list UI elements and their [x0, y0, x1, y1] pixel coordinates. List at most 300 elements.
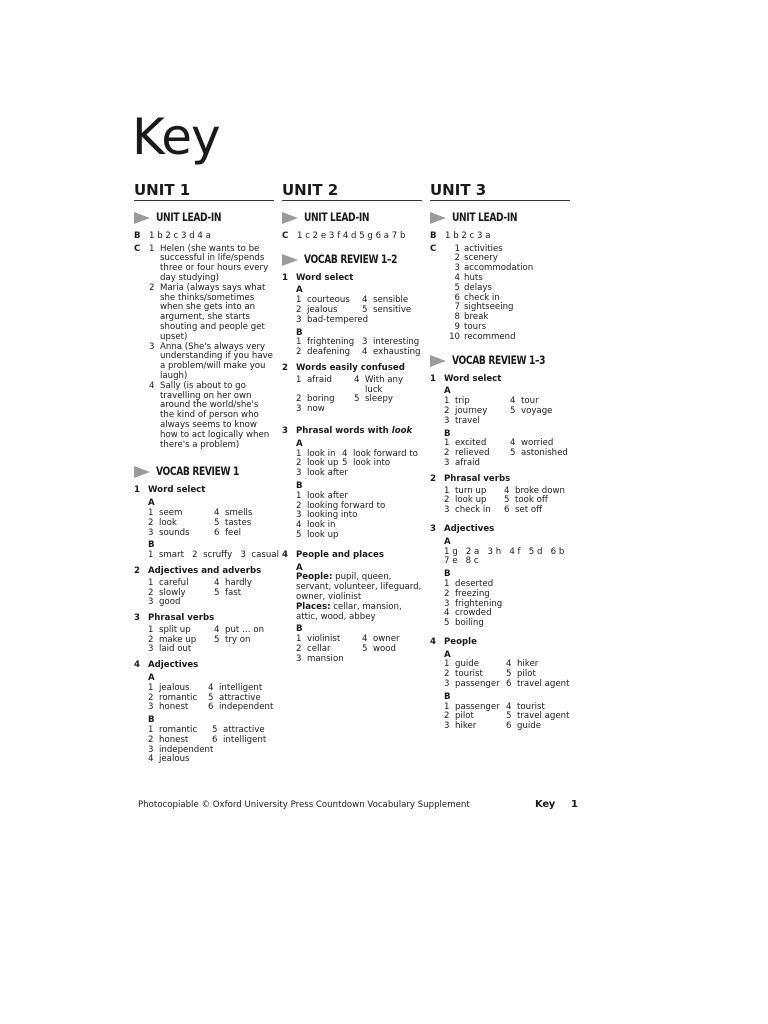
item-number: 2	[296, 304, 302, 315]
answer-row	[296, 405, 422, 415]
places-answer	[296, 603, 422, 623]
answer-list	[149, 245, 274, 451]
item-text: worried	[521, 438, 554, 449]
unit-1-heading: UNIT 1	[134, 186, 274, 201]
item-number: 3	[444, 457, 450, 468]
unit-2-heading: UNIT 2	[282, 186, 422, 201]
question-heading	[134, 661, 274, 671]
item-number: 1	[296, 634, 302, 645]
item-text: pilot	[517, 669, 536, 680]
item-number: 2	[148, 692, 154, 703]
answer-line: 1 g 2 a 3 h 4 f 5 d 6 b 7 e 8 c	[444, 546, 573, 567]
item-number: 5	[362, 304, 368, 315]
answer-row	[444, 680, 570, 690]
answer-row	[444, 459, 570, 469]
item-text: tourist	[455, 669, 483, 680]
item-number: 2	[296, 394, 302, 405]
item-number: 3	[149, 341, 155, 352]
item-number: 1	[444, 438, 450, 449]
item-number: 1	[444, 701, 450, 712]
item-text: look up	[307, 529, 339, 540]
item-text: mansion	[307, 653, 344, 664]
exercise-letter: C	[430, 243, 437, 254]
item-number: 3	[148, 527, 154, 538]
item-number: 5	[454, 282, 460, 293]
item-text: With any luck	[365, 374, 404, 395]
section-title: UNIT LEAD-IN	[304, 209, 370, 224]
item-number: 1	[454, 243, 460, 254]
item-number: 2	[444, 448, 450, 459]
item-number: 2	[148, 734, 154, 745]
item-text: travel agent	[517, 711, 570, 722]
item-number: 1	[296, 448, 302, 459]
item-number: 2	[444, 588, 450, 599]
item-text: attractive	[219, 692, 261, 703]
item-text: deafening	[307, 347, 351, 358]
item-text: cellar	[307, 643, 331, 654]
question-title: Word select	[296, 272, 354, 283]
item-number: 4	[504, 485, 510, 496]
item-text: bad-tempered	[307, 314, 369, 325]
item-number: 1	[444, 578, 450, 589]
answer-row	[148, 755, 274, 765]
triangle-arrow-icon	[430, 212, 446, 224]
item-text: jealous	[159, 682, 190, 693]
answer-c	[430, 245, 570, 343]
item-number: 5	[214, 634, 220, 645]
item-number: 3	[296, 510, 302, 521]
item-number: 3	[444, 598, 450, 609]
part-label: B	[444, 569, 451, 580]
category-label: Places:	[296, 601, 331, 612]
item-text: break	[464, 312, 489, 323]
item-text: passenger	[455, 701, 500, 712]
answer-row	[444, 506, 570, 516]
part-label: B	[444, 691, 451, 702]
item-number: 2	[444, 405, 450, 416]
item-text: good	[159, 597, 181, 608]
item-text: Helen (she wants to be successful in life/spends three or four hours every day studying)	[160, 243, 269, 283]
list-item	[444, 619, 570, 629]
question-title: People	[444, 636, 477, 647]
section-title: UNIT LEAD-IN	[452, 209, 518, 224]
item-number: 4	[149, 380, 155, 391]
item-number: 2	[149, 282, 155, 293]
question-number: 3	[134, 613, 140, 624]
item-text: check in	[464, 292, 500, 303]
question-heading	[282, 551, 422, 561]
section-title: VOCAB REVIEW 1–2	[304, 251, 398, 266]
item-text: independent	[219, 702, 274, 713]
item-number: 1	[148, 577, 154, 588]
item-number: 7	[454, 302, 460, 313]
question-number: 2	[134, 565, 140, 576]
item-text: afraid	[455, 457, 480, 468]
item-number: 5	[208, 692, 214, 703]
item-text: jealous	[307, 304, 338, 315]
unit-3-leadin-header	[430, 209, 570, 224]
item-number: 1	[444, 659, 450, 670]
item-number: 4	[506, 701, 512, 712]
answer-text: 1 b 2 c 3 a	[445, 230, 491, 241]
answer-row	[296, 348, 422, 358]
item-text: hiker	[517, 659, 539, 670]
question-title: Words easily confused	[296, 362, 405, 373]
exercise-letter: B	[134, 230, 141, 241]
answer-row	[296, 376, 422, 396]
item-text: hiker	[455, 721, 477, 732]
item-text: violinist	[307, 634, 341, 645]
item-text: feel	[225, 527, 241, 538]
item-text: deserted	[455, 578, 494, 589]
item-text: took off	[515, 495, 548, 506]
item-text: huts	[464, 272, 483, 283]
item-text: laid out	[159, 644, 192, 655]
item-number: 4	[354, 374, 360, 385]
item-number: 1	[148, 624, 154, 635]
answer-c	[282, 232, 422, 242]
unit-2-vocab-header	[282, 251, 422, 266]
item-text: tour	[521, 396, 539, 407]
item-text: look forward to	[353, 448, 418, 459]
question-number: 2	[282, 362, 288, 373]
item-text: sightseeing	[464, 302, 514, 313]
item-number: 2	[296, 458, 302, 469]
item-number: 10	[449, 331, 460, 342]
item-number: 4	[362, 347, 368, 358]
page-title: Key	[132, 108, 220, 166]
item-text: look up	[307, 458, 339, 469]
answer-row	[148, 529, 274, 539]
item-text: recommend	[464, 331, 516, 342]
answer-row	[148, 645, 274, 655]
part-label: A	[296, 285, 303, 296]
triangle-arrow-icon	[282, 212, 298, 224]
item-text: relieved	[455, 448, 490, 459]
question-heading	[134, 486, 274, 496]
item-text: look after	[307, 468, 348, 479]
page-number: 1	[571, 799, 578, 810]
item-text: look in	[307, 520, 336, 531]
item-text: slowly	[159, 587, 186, 598]
answer-list	[445, 245, 570, 343]
item-text: scenery	[464, 253, 498, 264]
item-number: 1	[148, 682, 154, 693]
item-text: exhausting	[373, 347, 421, 358]
item-text: wood	[373, 643, 396, 654]
item-number: 6	[214, 527, 220, 538]
question-number: 1	[134, 485, 140, 496]
item-text: boiling	[455, 618, 484, 629]
item-number: 1	[444, 396, 450, 407]
item-text: seem	[159, 507, 183, 518]
question-answers	[296, 376, 422, 415]
answer-b	[430, 232, 570, 242]
question-title: Phrasal verbs	[148, 613, 215, 624]
item-text: Anna (She's always very understanding if you have a problem/will make you laugh)	[160, 341, 273, 381]
unit-1-leadin-header	[134, 209, 274, 224]
item-number: 3	[444, 415, 450, 426]
item-number: 4	[214, 624, 220, 635]
item-text: activities	[464, 243, 503, 254]
question-heading	[430, 525, 570, 535]
item-number: 5	[296, 529, 302, 540]
part-label: A	[444, 386, 451, 397]
question-title: People and places	[296, 549, 384, 560]
item-text: courteous	[307, 295, 350, 306]
item-number: 1	[296, 490, 302, 501]
list-item	[296, 531, 422, 541]
item-text: check in	[455, 505, 491, 516]
item-number: 3	[148, 702, 154, 713]
answer-text: 1 b 2 c 3 d 4 a	[149, 230, 211, 241]
item-text: careful	[159, 577, 189, 588]
question-number: 3	[282, 425, 288, 436]
item-number: 3	[362, 337, 368, 348]
item-number: 3	[148, 744, 154, 755]
item-number: 4	[148, 754, 154, 765]
question-heading	[282, 364, 422, 374]
item-text: guide	[455, 659, 480, 670]
question-answers	[148, 579, 274, 608]
item-text: Sally (is about to go travelling on her own around the world/she's the kind of person who always seems to know how to act logically when there's a problem)	[160, 380, 270, 450]
item-text: turn up	[455, 485, 487, 496]
unit-1-column	[134, 181, 279, 765]
question-title: Word select	[444, 373, 502, 384]
item-text: tourist	[517, 701, 545, 712]
copyright-text: Photocopiable © Oxford University Press Countdown Vocabulary Supplement	[138, 800, 470, 810]
item-number: 4	[506, 659, 512, 670]
item-text: sounds	[159, 527, 190, 538]
item-text: freezing	[455, 588, 490, 599]
item-text: sensible	[373, 295, 409, 306]
item-text: travel agent	[517, 679, 570, 690]
answer-c	[134, 245, 274, 451]
part-label: B	[296, 480, 303, 491]
item-number: 1	[444, 485, 450, 496]
item-number: 3	[444, 505, 450, 516]
item-number: 4	[214, 507, 220, 518]
item-number: 2	[296, 643, 302, 654]
item-number: 4	[444, 608, 450, 619]
triangle-arrow-icon	[430, 355, 446, 367]
question-answers	[148, 498, 279, 561]
item-text: tastes	[225, 517, 252, 528]
item-text: pilot	[455, 711, 474, 722]
question-title: Adjectives and adverbs	[148, 565, 262, 576]
item-text: looking into	[307, 510, 358, 521]
part-label: B	[148, 715, 155, 726]
item-text: delays	[464, 282, 492, 293]
answer-row	[444, 417, 570, 427]
question-title: Word select	[148, 485, 206, 496]
item-number: 3	[148, 644, 154, 655]
item-number: 1	[296, 295, 302, 306]
item-text: frightening	[455, 598, 503, 609]
question-heading	[430, 375, 570, 385]
item-text: astonished	[521, 448, 568, 459]
category-label: People:	[296, 572, 333, 583]
item-number: 4	[214, 577, 220, 588]
list-item	[445, 333, 570, 343]
item-number: 2	[444, 711, 450, 722]
people-answer	[296, 573, 422, 602]
item-number: 1	[296, 337, 302, 348]
answer-row	[296, 316, 422, 326]
item-number: 2	[296, 347, 302, 358]
item-number: 2	[148, 517, 154, 528]
item-text: make up	[159, 634, 197, 645]
question-answers	[444, 487, 570, 516]
list-item	[149, 343, 274, 382]
unit-3-vocab-header	[430, 352, 570, 367]
exercise-letter: B	[430, 230, 437, 241]
item-number: 8	[454, 312, 460, 323]
item-number: 4	[362, 295, 368, 306]
section-title: UNIT LEAD-IN	[156, 209, 222, 224]
item-text: try on	[225, 634, 251, 645]
question-number: 1	[282, 272, 288, 283]
item-number: 4	[362, 634, 368, 645]
item-text: attractive	[223, 725, 265, 736]
triangle-arrow-icon	[282, 254, 298, 266]
item-number: 4	[208, 682, 214, 693]
question-number: 1	[430, 373, 436, 384]
item-text: look in	[307, 448, 336, 459]
item-text: look after	[307, 490, 348, 501]
answer-row	[296, 469, 422, 479]
item-number: 2	[148, 587, 154, 598]
category-text: pupil, queen, servant, volunteer, lifeguard, owner, violinist	[296, 572, 422, 602]
exercise-letter: C	[134, 243, 141, 254]
question-answers	[148, 674, 274, 765]
item-number: 6	[454, 292, 460, 303]
item-number: 1	[149, 243, 155, 254]
item-number: 1	[148, 725, 154, 736]
item-number: 5	[214, 587, 220, 598]
item-text: boring	[307, 394, 335, 405]
question-number: 4	[430, 636, 436, 647]
part-label: A	[296, 562, 303, 573]
answer-b	[134, 232, 274, 242]
item-number: 5	[504, 495, 510, 506]
item-number: 6	[506, 679, 512, 690]
item-text: fast	[225, 587, 242, 598]
unit-3-column	[430, 181, 573, 732]
item-number: 6	[504, 505, 510, 516]
question-heading	[134, 567, 274, 577]
answer-row	[148, 703, 274, 713]
item-text: frightening	[307, 337, 355, 348]
item-number: 4	[510, 396, 516, 407]
part-label: B	[148, 540, 155, 551]
question-heading	[282, 427, 422, 437]
part-label: A	[296, 438, 303, 449]
item-text: travel	[455, 415, 480, 426]
answer-line: 1 smart 2 scruffy 3 casual	[148, 550, 279, 561]
item-number: 5	[214, 517, 220, 528]
question-answers	[148, 626, 274, 655]
part-label: A	[148, 673, 155, 684]
category-text: cellar, mansion, attic, wood, abbey	[296, 601, 402, 622]
answer-row	[296, 655, 422, 665]
item-number: 3	[296, 653, 302, 664]
item-number: 3	[444, 721, 450, 732]
answer-text: 1 c 2 e 3 f 4 d 5 g 6 a 7 b	[297, 230, 406, 241]
item-text: afraid	[307, 374, 332, 385]
item-text: honest	[159, 734, 189, 745]
question-title: Adjectives	[444, 523, 495, 534]
item-text: hardly	[225, 577, 253, 588]
item-text: independent	[159, 744, 214, 755]
question-answers	[296, 564, 422, 665]
item-number: 3	[454, 263, 460, 274]
item-text: journey	[455, 405, 488, 416]
item-number: 4	[510, 438, 516, 449]
item-text: intelligent	[219, 682, 263, 693]
list-item	[149, 284, 274, 343]
item-number: 2	[296, 500, 302, 511]
item-text: sleepy	[365, 394, 393, 405]
list-item	[149, 382, 274, 451]
item-number: 3	[296, 468, 302, 479]
item-text: look up	[455, 495, 487, 506]
question-heading	[430, 475, 570, 485]
item-number: 4	[342, 448, 348, 459]
item-text: crowded	[455, 608, 492, 619]
question-answers	[296, 286, 422, 358]
item-number: 5	[342, 458, 348, 469]
item-text: set off	[515, 505, 543, 516]
item-text: romantic	[159, 725, 198, 736]
item-text: look	[159, 517, 177, 528]
item-text: broke down	[515, 485, 565, 496]
item-text: honest	[159, 702, 189, 713]
question-number: 4	[134, 660, 140, 671]
item-number: 5	[510, 405, 516, 416]
footer-key-label: Key	[535, 799, 556, 810]
item-text: now	[307, 404, 325, 415]
question-number: 4	[282, 549, 288, 560]
item-number: 2	[444, 669, 450, 680]
part-label: B	[444, 428, 451, 439]
item-text: put … on	[225, 624, 265, 635]
item-text: smells	[225, 507, 253, 518]
part-label: A	[148, 498, 155, 509]
question-heading	[282, 274, 422, 284]
question-number: 2	[430, 473, 436, 484]
item-number: 3	[148, 597, 154, 608]
item-text: split up	[159, 624, 191, 635]
part-label: A	[444, 649, 451, 660]
item-text: accommodation	[464, 263, 534, 274]
question-title: Phrasal verbs	[444, 473, 511, 484]
item-text: Maria (always says what she thinks/sometimes when she gets into an argument, she starts shouting and people get upset)	[160, 282, 266, 342]
question-heading	[134, 614, 274, 624]
item-number: 3	[296, 404, 302, 415]
item-text: romantic	[159, 692, 198, 703]
item-number: 6	[208, 702, 214, 713]
part-label: B	[296, 624, 303, 635]
item-text: passenger	[455, 679, 500, 690]
item-text: sensitive	[373, 304, 412, 315]
exercise-letter: C	[282, 230, 289, 241]
page-label	[535, 799, 578, 810]
question-number: 3	[430, 523, 436, 534]
unit-2-leadin-header	[282, 209, 422, 224]
item-number: 5	[362, 643, 368, 654]
item-number: 2	[444, 495, 450, 506]
